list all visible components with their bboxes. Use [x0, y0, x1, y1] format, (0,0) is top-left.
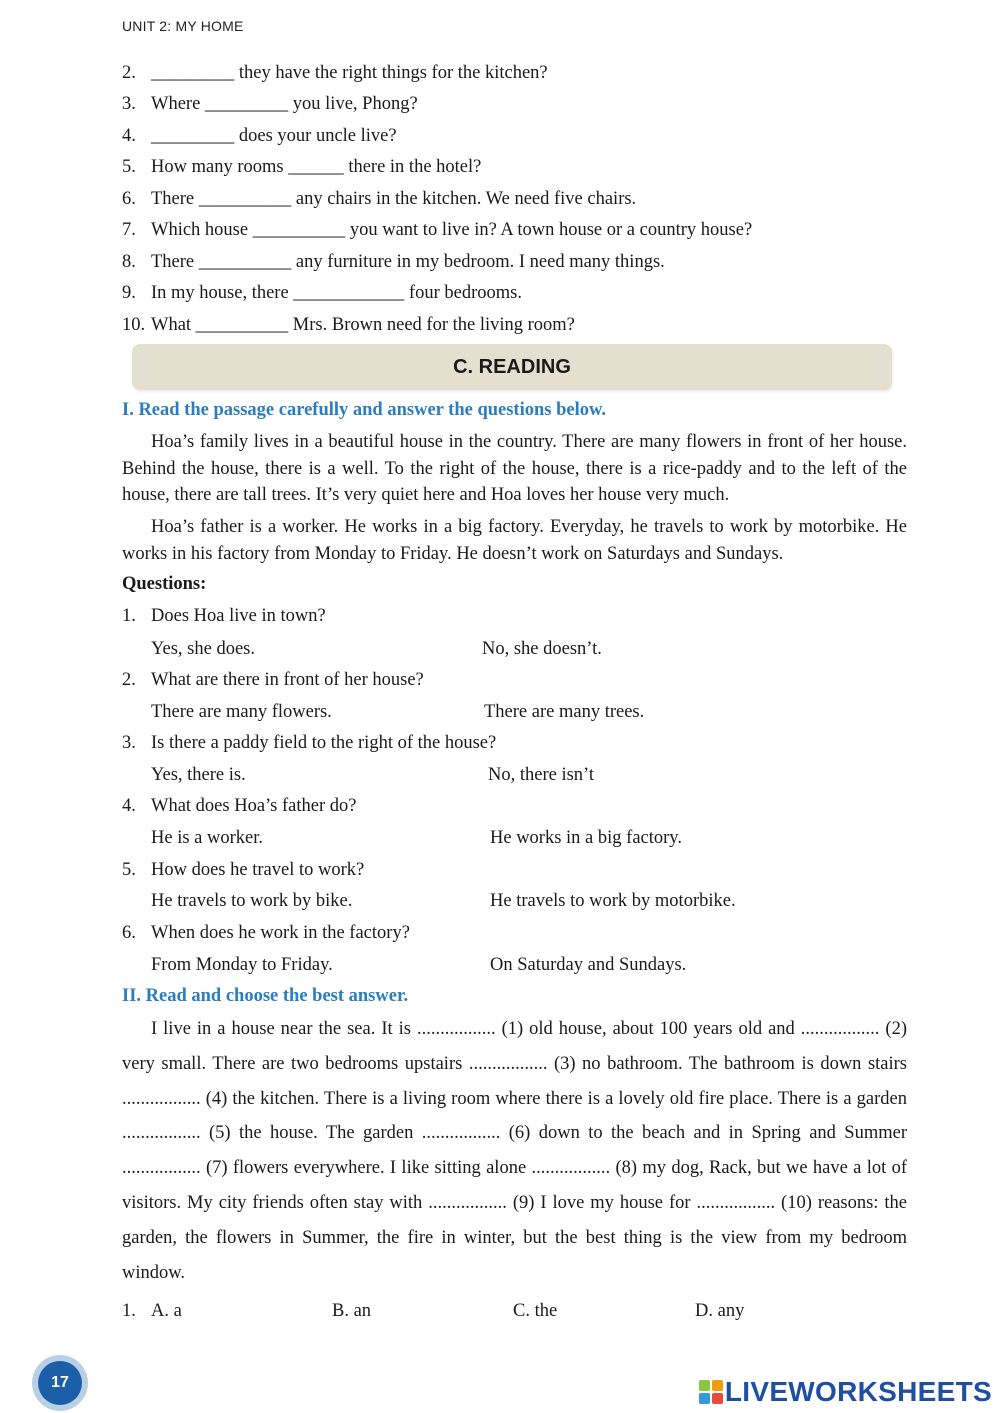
exercise-line — [122, 125, 397, 147]
mcq-option-a[interactable]: A. a — [151, 1301, 182, 1321]
question-item — [122, 733, 496, 754]
exercise-number: 2. — [122, 63, 136, 83]
answer-option[interactable]: No, there isn’t — [488, 765, 595, 785]
exercise-text: How many rooms ______ there in the hotel? — [151, 157, 482, 177]
exercise-number: 10. — [122, 315, 146, 335]
exercise-text: Which house __________ you want to live in? A town house or a country house? — [151, 220, 753, 240]
mcq-option-c[interactable]: C. the — [513, 1301, 558, 1321]
exercise-text: There __________ any furniture in my bedroom. I need many things. — [151, 252, 665, 272]
question-item — [122, 670, 424, 691]
questions-label: Questions: — [122, 574, 207, 594]
question-text: How does he travel to work? — [151, 860, 365, 880]
question-text: What does Hoa’s father do? — [151, 796, 357, 816]
question-text: Is there a paddy field to the right of the house? — [151, 733, 497, 753]
question-text: When does he work in the factory? — [151, 923, 410, 943]
section-title-reading: C. READING — [132, 344, 892, 390]
answer-option[interactable]: He works in a big factory. — [490, 828, 682, 848]
question-item — [122, 606, 326, 627]
exercise-text: _________ does your uncle live? — [151, 126, 397, 146]
reading-instruction-1: I. Read the passage carefully and answer the questions below. — [122, 400, 606, 420]
exercise-number: 3. — [122, 94, 136, 114]
question-number: 3. — [122, 733, 136, 753]
exercise-number: 4. — [122, 126, 136, 146]
answer-option[interactable]: Yes, there is. — [151, 765, 246, 785]
mcq-option-d[interactable]: D. any — [695, 1301, 745, 1321]
exercise-text: Where _________ you live, Phong? — [151, 94, 418, 114]
mcq-number: 1. — [122, 1301, 136, 1321]
answer-option[interactable]: Yes, she does. — [151, 639, 255, 659]
brand-name: LIVEWORKSHEETS — [724, 1376, 992, 1407]
page-number: 17 — [38, 1361, 82, 1405]
exercise-number: 9. — [122, 283, 136, 303]
exercise-number: 8. — [122, 252, 136, 272]
exercise-line — [122, 188, 636, 210]
question-item — [122, 860, 364, 881]
question-text: Does Hoa live in town? — [151, 606, 326, 626]
exercise-line — [122, 314, 575, 336]
page-number-badge — [32, 1355, 88, 1411]
answer-option[interactable]: There are many trees. — [484, 702, 645, 722]
paragraph-text: Hoa’s family lives in a beautiful house in the country. There are many flowers in front of her house. Behind the house, there is a well. To the right of the house, there is a rice-paddy and to the left of the house, there are tall trees. It’s very quiet here and Hoa loves her house very much. — [122, 432, 907, 505]
reading-instruction-2: II. Read and choose the best answer. — [122, 986, 409, 1006]
exercise-text: In my house, there ____________ four bedrooms. — [151, 283, 522, 303]
liveworksheets-brand — [699, 1376, 992, 1408]
exercise-number: 5. — [122, 157, 136, 177]
question-number: 1. — [122, 606, 136, 626]
question-text: What are there in front of her house? — [151, 670, 424, 690]
reading-paragraph-1 — [122, 429, 907, 509]
mcq-option-b[interactable]: B. an — [332, 1301, 372, 1321]
answer-option[interactable]: From Monday to Friday. — [151, 955, 333, 975]
reading-paragraph-2 — [122, 514, 907, 567]
exercise-line — [122, 93, 418, 115]
question-item — [122, 796, 356, 817]
answer-option[interactable]: He is a worker. — [151, 828, 263, 848]
answer-option[interactable]: No, she doesn’t. — [482, 639, 602, 659]
answer-option[interactable]: There are many flowers. — [151, 702, 332, 722]
passage-text: I live in a house near the sea. It is ................. (1) old house, about 100 years old and ................. (2) very small. There are two bedrooms upstairs ................. (3) no bathroom. The bathroom is down stairs ................. (4) the kitchen. There is a living room where there is a lovely old fire place. There is a garden ................. (5) the house. The garden ................. (6) down to the beach and in Spring and Summer ................. (7) flowers everywhere. I like sitting alone ................. (8) my dog, Rack, but we have a lot of visitors. My city friends often stay with ................. (9) I love my house for ................. (10) reasons: the garden, the flowers in Summer, the fire in winter, but the best thing is the view from my bedroom window. — [122, 1019, 907, 1283]
paragraph-text: Hoa’s father is a worker. He works in a big factory. Everyday, he travels to work by motorbike. He works in his factory from Monday to Friday. He doesn’t work on Saturdays and Sundays. — [122, 517, 907, 564]
cloze-passage — [122, 1012, 907, 1290]
question-number: 5. — [122, 860, 136, 880]
question-number: 6. — [122, 923, 136, 943]
exercise-number: 7. — [122, 220, 136, 240]
answer-option[interactable]: He travels to work by motorbike. — [490, 891, 736, 911]
exercise-text: What __________ Mrs. Brown need for the living room? — [151, 315, 575, 335]
question-number: 2. — [122, 670, 136, 690]
exercise-line — [122, 156, 481, 178]
answer-option[interactable]: On Saturday and Sundays. — [490, 955, 687, 975]
exercise-number: 6. — [122, 189, 136, 209]
exercise-line — [122, 251, 665, 273]
exercise-line — [122, 219, 752, 241]
question-item — [122, 923, 410, 944]
exercise-text: There __________ any chairs in the kitchen. We need five chairs. — [151, 189, 637, 209]
answer-option[interactable]: He travels to work by bike. — [151, 891, 353, 911]
exercise-line — [122, 62, 548, 84]
exercise-line — [122, 282, 522, 304]
exercise-text: _________ they have the right things for the kitchen? — [151, 63, 548, 83]
liveworksheets-logo-icon — [699, 1380, 723, 1404]
question-number: 4. — [122, 796, 136, 816]
unit-header: UNIT 2: MY HOME — [122, 18, 244, 34]
